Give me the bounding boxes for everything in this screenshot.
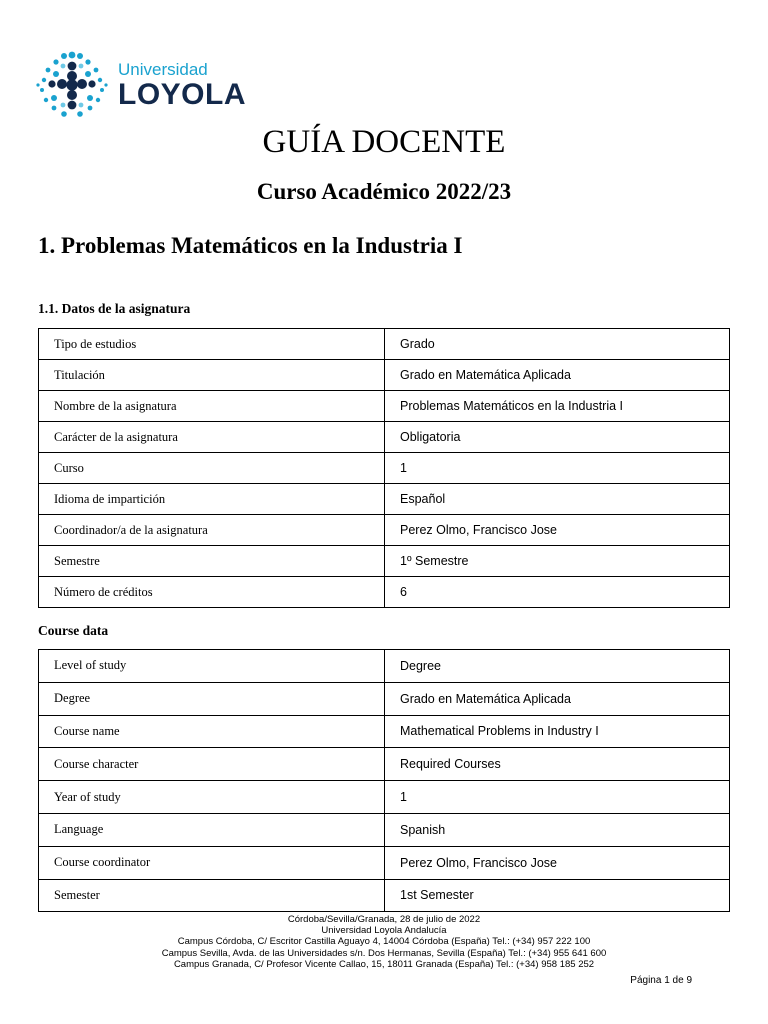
row-value: Grado en Matemática Aplicada	[385, 682, 730, 715]
course-heading: 1. Problemas Matemáticos en la Industria I	[38, 233, 463, 258]
row-label: Course character	[39, 748, 385, 781]
table-row	[39, 715, 730, 748]
row-label: Course name	[39, 715, 385, 748]
row-value: 6	[385, 577, 730, 608]
footer-campus-cordoba: Campus Córdoba, C/ Escritor Castilla Aguayo 4, 14004 Córdoba (España) Tel.: (+34) 957 222 100	[177, 936, 591, 948]
table-row	[39, 453, 730, 484]
row-label: Year of study	[39, 781, 385, 814]
row-value: 1	[385, 453, 730, 484]
section-heading-datos: 1.1. Datos de la asignatura	[38, 301, 191, 316]
table-row	[39, 682, 730, 715]
table-row	[39, 546, 730, 577]
row-label: Idioma de impartición	[39, 484, 385, 515]
table-row	[39, 391, 730, 422]
table-row	[39, 650, 730, 683]
university-logo	[34, 50, 246, 120]
footer-campus-sevilla: Campus Sevilla, Avda. de las Universidades s/n. Dos Hermanas, Sevilla (España) Tel.: (+34) 955 641 600	[161, 947, 607, 959]
row-value: 1	[385, 781, 730, 814]
row-value: Degree	[385, 650, 730, 683]
row-value: Grado en Matemática Aplicada	[385, 360, 730, 391]
table-row	[39, 422, 730, 453]
footer-university-line: Universidad Loyola Andalucía	[321, 925, 447, 937]
course-data-table	[38, 649, 730, 912]
footer-campus-granada: Campus Granada, C/ Profesor Vicente Callao, 15, 18011 Granada (España) Tel.: (+34) 958 185 252	[173, 958, 595, 970]
row-value: Perez Olmo, Francisco Jose	[385, 515, 730, 546]
page-title: GUÍA DOCENTE	[262, 124, 506, 160]
row-label: Número de créditos	[39, 577, 385, 608]
table-row	[39, 360, 730, 391]
row-label: Level of study	[39, 650, 385, 683]
section-heading-course-data: Course data	[38, 623, 109, 638]
row-label: Nombre de la asignatura	[39, 391, 385, 422]
table-row	[39, 577, 730, 608]
row-label: Semester	[39, 879, 385, 912]
logo-dots-icon	[34, 50, 114, 120]
row-label: Course coordinator	[39, 846, 385, 879]
row-value: Spanish	[385, 813, 730, 846]
row-value: Problemas Matemáticos en la Industria I	[385, 391, 730, 422]
footer-date-line: Córdoba/Sevilla/Granada, 28 de julio de 2022	[287, 914, 481, 925]
row-value: Required Courses	[385, 748, 730, 781]
table-row	[39, 748, 730, 781]
row-label: Tipo de estudios	[39, 329, 385, 360]
row-value: Mathematical Problems in Industry I	[385, 715, 730, 748]
row-label: Carácter de la asignatura	[39, 422, 385, 453]
row-value: 1st Semester	[385, 879, 730, 912]
row-label: Degree	[39, 682, 385, 715]
row-label: Language	[39, 813, 385, 846]
logo-loyola-text: LOYOLA	[118, 77, 246, 111]
table-row	[39, 813, 730, 846]
table-row	[39, 781, 730, 814]
logo-university-text: Universidad	[118, 59, 208, 79]
row-value: 1º Semestre	[385, 546, 730, 577]
table-row	[39, 484, 730, 515]
row-label: Semestre	[39, 546, 385, 577]
row-label: Curso	[39, 453, 385, 484]
row-value: Perez Olmo, Francisco Jose	[385, 846, 730, 879]
table-row	[39, 515, 730, 546]
page-number: Página 1 de 9	[630, 975, 692, 986]
table-row	[39, 329, 730, 360]
table-row	[39, 846, 730, 879]
datos-asignatura-table	[38, 328, 730, 608]
table-row	[39, 879, 730, 912]
row-label: Coordinador/a de la asignatura	[39, 515, 385, 546]
row-value: Grado	[385, 329, 730, 360]
row-label: Titulación	[39, 360, 385, 391]
page-footer	[0, 914, 768, 970]
academic-year-subtitle: Curso Académico 2022/23	[256, 179, 512, 204]
row-value: Obligatoria	[385, 422, 730, 453]
row-value: Español	[385, 484, 730, 515]
